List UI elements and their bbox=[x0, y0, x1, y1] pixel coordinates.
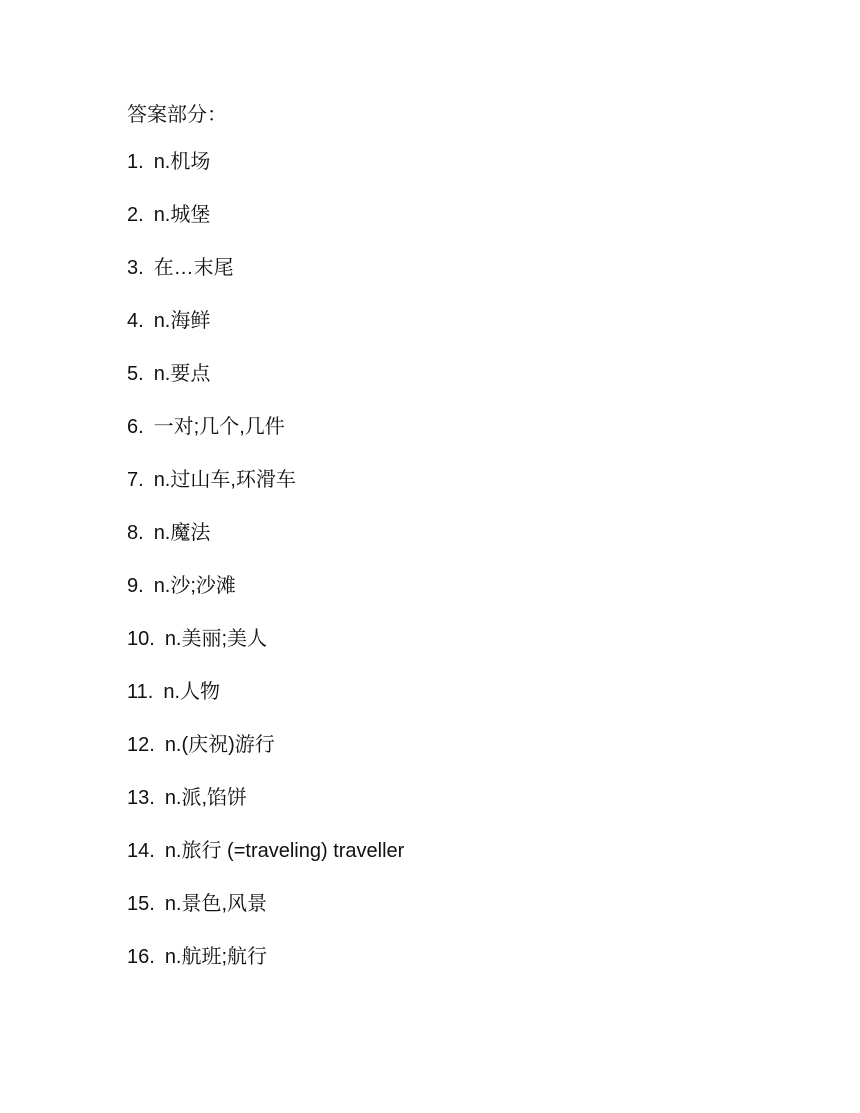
item-text: n.美丽;美人 bbox=[164, 628, 268, 650]
list-item bbox=[127, 150, 404, 203]
item-number: 15. bbox=[127, 893, 155, 915]
item-text: n.景色,风景 bbox=[164, 893, 268, 915]
list-item bbox=[127, 892, 404, 945]
list-item bbox=[127, 945, 404, 998]
item-text: n.海鲜 bbox=[153, 310, 211, 332]
list-item bbox=[127, 521, 404, 574]
item-number: 5. bbox=[127, 363, 144, 385]
item-number: 16. bbox=[127, 946, 155, 968]
list-item bbox=[127, 256, 404, 309]
item-text: n.过山车,环滑车 bbox=[153, 469, 296, 491]
item-number: 4. bbox=[127, 310, 144, 332]
item-text: n.旅行 (=traveling) traveller bbox=[164, 840, 405, 862]
item-number: 3. bbox=[127, 257, 144, 279]
list-item bbox=[127, 627, 404, 680]
item-number: 6. bbox=[127, 416, 144, 438]
item-number: 2. bbox=[127, 204, 144, 226]
list-item bbox=[127, 574, 404, 627]
item-text: n.(庆祝)游行 bbox=[164, 734, 275, 756]
item-text: n.沙;沙滩 bbox=[153, 575, 236, 597]
answer-section-heading: 答案部分： bbox=[127, 102, 227, 126]
item-text: n.机场 bbox=[153, 151, 211, 173]
list-item bbox=[127, 203, 404, 256]
item-text: n.魔法 bbox=[153, 522, 211, 544]
item-number: 14. bbox=[127, 840, 155, 862]
item-text: n.要点 bbox=[153, 363, 211, 385]
item-number: 12. bbox=[127, 734, 155, 756]
list-item bbox=[127, 839, 404, 892]
item-text: n.派,馅饼 bbox=[164, 787, 248, 809]
item-number: 9. bbox=[127, 575, 144, 597]
item-number: 1. bbox=[127, 151, 144, 173]
answer-list bbox=[127, 150, 404, 998]
item-text: n.人物 bbox=[163, 681, 221, 703]
list-item bbox=[127, 680, 404, 733]
item-text: n.航班;航行 bbox=[164, 946, 268, 968]
item-text: 在…末尾 bbox=[153, 257, 234, 279]
item-number: 11. bbox=[127, 681, 154, 703]
list-item bbox=[127, 786, 404, 839]
list-item bbox=[127, 362, 404, 415]
list-item bbox=[127, 468, 404, 521]
item-number: 7. bbox=[127, 469, 144, 491]
item-text: n.城堡 bbox=[153, 204, 211, 226]
item-text: 一对;几个,几件 bbox=[153, 416, 285, 438]
item-number: 8. bbox=[127, 522, 144, 544]
list-item bbox=[127, 309, 404, 362]
item-number: 10. bbox=[127, 628, 155, 650]
list-item bbox=[127, 733, 404, 786]
item-number: 13. bbox=[127, 787, 155, 809]
list-item bbox=[127, 415, 404, 468]
